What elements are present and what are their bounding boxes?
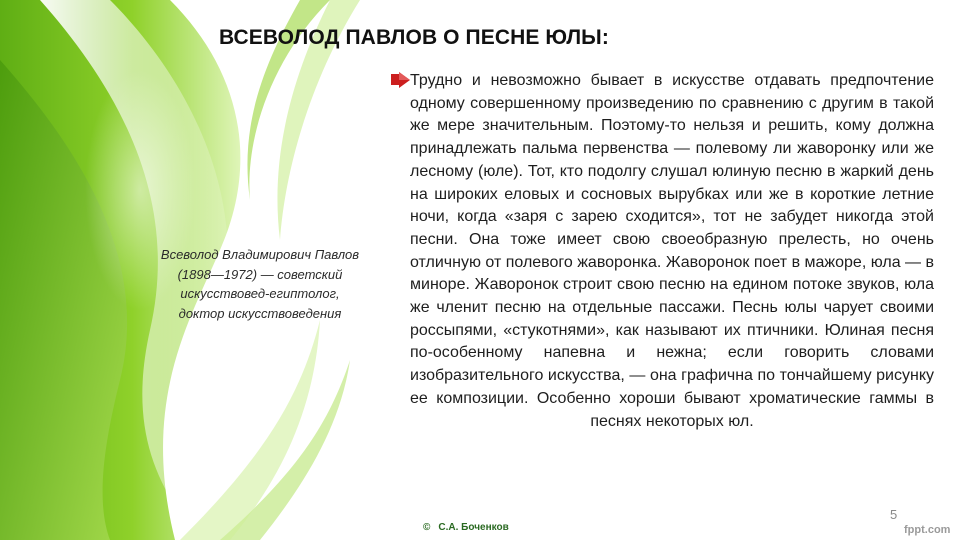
author-name: С.А. Боченков <box>438 522 509 533</box>
arrow-bullet-icon <box>391 72 410 88</box>
footer-credit <box>423 522 509 533</box>
quote-text: Трудно и невозможно бывает в искусстве отдавать предпочтение одному совершенному произведению по сравнению с другим в такой же мере значительным. Поэтому-то нельзя и решить, кому должна принадлежать пальма первенства — полевому ли жаворонку или же лесному (юле). Тот, кто подолгу слушал юлиную песню в жаркий день на широких еловых и сосновых вырубках или же в короткие летние ночи, когда «заря с зарею сходится», тот не забудет никогда этой песни. Она тоже имеет свою своеобразную прелесть, но очень отличную от полевого жаворонка. Жаворонок поет в мажоре, юла — в миноре. Жаворонок строит свою песню на едином потоке звуков, юла же членит песню на отдельные пассажи. Песнь юлы чарует своими россыпями, «стукотнями», как называют их птичники. Юлиная песня по-особенному напевна и нежна; если говорить словами изобразительного искусства, — она графична по тончайшему рисунку ее композиции. Особенно хороши бывают хроматические гаммы в песнях некоторых юл. <box>410 72 934 430</box>
watermark: fppt.com <box>904 524 951 536</box>
page-number: 5 <box>890 507 898 522</box>
slide-title: ВСЕВОЛОД ПАВЛОВ О ПЕСНЕ ЮЛЫ: <box>219 26 609 49</box>
portrait-caption: Всеволод Владимирович Павлов (1898—1972) — советский искусствовед-египтолог, доктор искусствоведения <box>160 247 360 321</box>
copyright-symbol: © <box>423 522 431 533</box>
